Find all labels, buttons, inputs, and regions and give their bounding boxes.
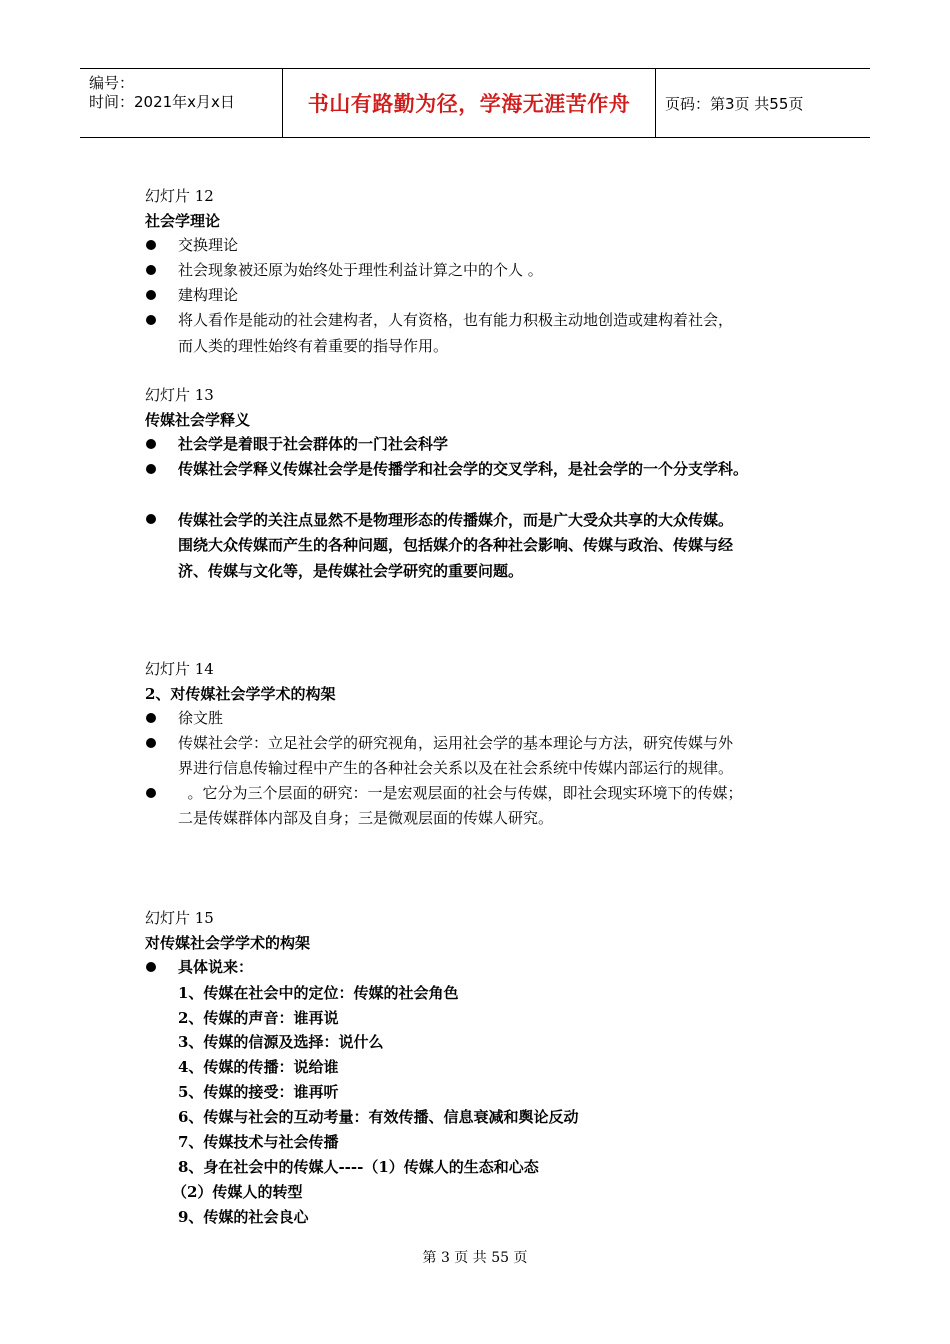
- list-item: 将人看作是能动的社会建构者，人有资格，也有能力积极主动地创造或建构着社会，: [178, 311, 734, 329]
- list-item: 传媒社会学：立足社会学的研究视角，运用社会学的基本理论与方法，研究传媒与外: [178, 734, 734, 752]
- list-item-continuation: 济、传媒与文化等，是传媒社会学研究的重要问题。: [178, 562, 524, 580]
- bullet-icon: [146, 439, 156, 449]
- bullet-icon: [146, 713, 156, 723]
- numbered-item: 4、传媒的传播：说给谁: [178, 1058, 339, 1076]
- bullet-icon: [146, 738, 156, 748]
- slide-label: 幻灯片 13: [145, 386, 214, 404]
- numbered-item: 6、传媒与社会的互动考量：有效传播、信息衰减和舆论反动: [178, 1108, 579, 1126]
- numbered-item: 8、身在社会中的传媒人----（1）传媒人的生态和心态: [178, 1158, 539, 1176]
- page-header: [80, 68, 870, 138]
- numbered-item: 3、传媒的信源及选择：说什么: [178, 1033, 384, 1051]
- list-item-continuation: 围绕大众传媒而产生的各种问题，包括媒介的各种社会影响、传媒与政治、传媒与经: [178, 536, 734, 554]
- time-label: 时间：2021年x月x日: [89, 93, 235, 111]
- bullet-icon: [146, 514, 156, 524]
- slide-label: 幻灯片 15: [145, 909, 214, 927]
- numbered-item: 9、传媒的社会良心: [178, 1208, 309, 1226]
- list-item-continuation: 二是传媒群体内部及自身；三是微观层面的传媒人研究。: [178, 809, 554, 827]
- slide-label: 幻灯片 12: [145, 187, 214, 205]
- header-page-cell: [656, 69, 870, 137]
- list-item: 交换理论: [178, 236, 239, 254]
- bullet-icon: [146, 315, 156, 325]
- bullet-icon: [146, 962, 156, 972]
- numbered-item: 7、传媒技术与社会传播: [178, 1133, 339, 1151]
- number-label: 编号：: [89, 74, 135, 92]
- list-item: 社会学是着眼于社会群体的一门社会科学: [178, 435, 449, 453]
- list-intro: 具体说来：: [178, 958, 254, 976]
- list-item: 传媒社会学的关注点显然不是物理形态的传播媒介，而是广大受众共享的大众传媒。: [178, 511, 734, 529]
- list-item: 建构理论: [178, 286, 239, 304]
- motto-text: 书山有路勤为径，学海无涯苦作舟: [307, 92, 631, 116]
- list-item: 徐文胜: [178, 709, 224, 727]
- list-item-continuation: 界进行信息传输过程中产生的各种社会关系以及在社会系统中传媒内部运行的规律。: [178, 759, 734, 777]
- bullet-icon: [146, 265, 156, 275]
- slide-title: 2、对传媒社会学学术的构架: [145, 685, 336, 703]
- list-item: 社会现象被还原为始终处于理性利益计算之中的个人 。: [178, 261, 543, 279]
- numbered-item: 1、传媒在社会中的定位：传媒的社会角色: [178, 984, 459, 1002]
- bullet-icon: [146, 788, 156, 798]
- header-motto-cell: [283, 69, 656, 137]
- numbered-item: （2）传媒人的转型: [172, 1183, 303, 1201]
- page-footer: 第 3 页 共 55 页: [422, 1250, 528, 1266]
- bullet-icon: [146, 240, 156, 250]
- slide-title: 传媒社会学释义: [145, 411, 251, 429]
- slide-title: 对传媒社会学学术的构架: [145, 934, 311, 952]
- numbered-item: 5、传媒的接受：谁再听: [178, 1083, 339, 1101]
- slide-title: 社会学理论: [145, 212, 221, 230]
- page-info: 页码：第3页 共55页: [665, 94, 804, 113]
- slide-label: 幻灯片 14: [145, 660, 214, 678]
- list-item-continuation: 而人类的理性始终有着重要的指导作用。: [178, 337, 449, 355]
- header-meta-cell: [80, 69, 283, 137]
- list-item: 。它分为三个层面的研究：一是宏观层面的社会与传媒，即社会现实环境下的传媒；: [178, 784, 743, 802]
- bullet-icon: [146, 290, 156, 300]
- bullet-icon: [146, 464, 156, 474]
- numbered-item: 2、传媒的声音：谁再说: [178, 1009, 339, 1027]
- list-item: 传媒社会学释义传媒社会学是传播学和社会学的交叉学科，是社会学的一个分支学科。: [178, 460, 749, 478]
